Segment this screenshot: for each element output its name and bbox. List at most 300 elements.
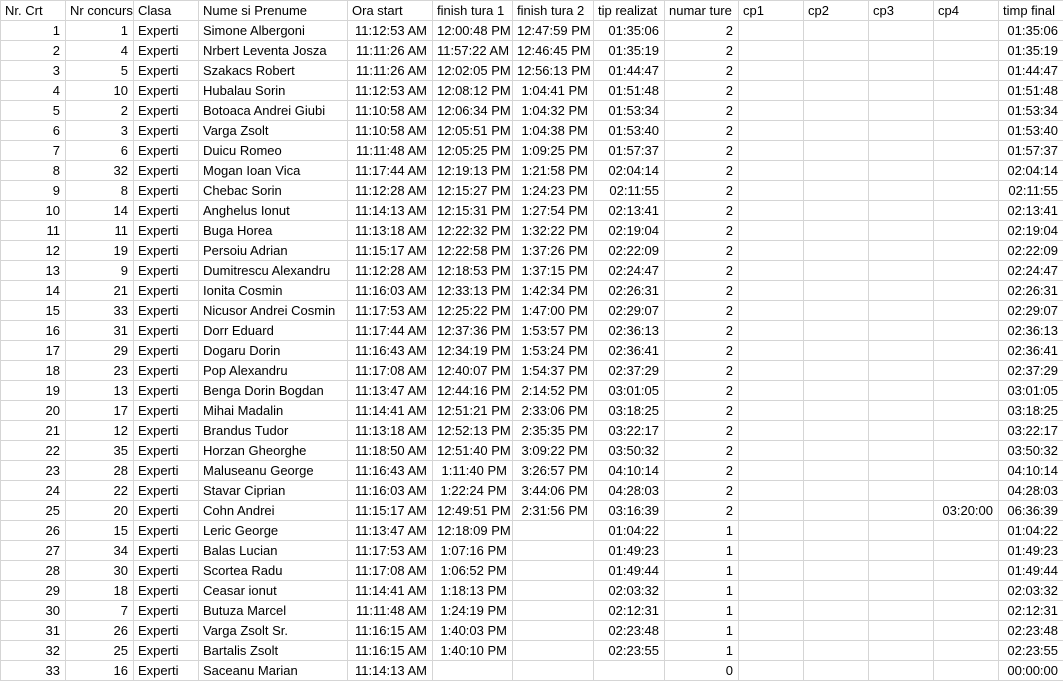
cell-nume-si-prenume[interactable]: Varga Zsolt [199, 121, 348, 141]
cell-cp2[interactable] [804, 361, 869, 381]
cell-nume-si-prenume[interactable]: Chebac Sorin [199, 181, 348, 201]
cell-nr-crt[interactable]: 6 [1, 121, 66, 141]
cell-ora-start[interactable]: 11:14:41 AM [348, 581, 433, 601]
cell-nr-concurs[interactable]: 13 [66, 381, 134, 401]
cell-nume-si-prenume[interactable]: Hubalau Sorin [199, 81, 348, 101]
cell-cp4[interactable] [934, 661, 999, 681]
cell-clasa[interactable]: Experti [134, 481, 199, 501]
cell-nume-si-prenume[interactable]: Ionita Cosmin [199, 281, 348, 301]
cell-clasa[interactable]: Experti [134, 61, 199, 81]
cell-finish-tura-1[interactable]: 1:22:24 PM [433, 481, 513, 501]
cell-nume-si-prenume[interactable]: Dorr Eduard [199, 321, 348, 341]
cell-cp3[interactable] [869, 61, 934, 81]
cell-timp-final[interactable]: 02:19:04 [999, 221, 1063, 241]
cell-numar-ture[interactable]: 2 [665, 401, 739, 421]
cell-cp4[interactable] [934, 201, 999, 221]
cell-clasa[interactable]: Experti [134, 181, 199, 201]
cell-timp-final[interactable]: 02:03:32 [999, 581, 1063, 601]
cell-cp1[interactable] [739, 301, 804, 321]
cell-clasa[interactable]: Experti [134, 421, 199, 441]
cell-cp4[interactable] [934, 181, 999, 201]
cell-nume-si-prenume[interactable]: Varga Zsolt Sr. [199, 621, 348, 641]
cell-cp4[interactable] [934, 441, 999, 461]
cell-cp2[interactable] [804, 81, 869, 101]
cell-cp2[interactable] [804, 421, 869, 441]
cell-nr-crt[interactable]: 14 [1, 281, 66, 301]
cell-timp-final[interactable]: 02:36:13 [999, 321, 1063, 341]
cell-nume-si-prenume[interactable]: Mogan Ioan Vica [199, 161, 348, 181]
cell-clasa[interactable]: Experti [134, 161, 199, 181]
cell-cp3[interactable] [869, 161, 934, 181]
cell-cp2[interactable] [804, 161, 869, 181]
cell-ora-start[interactable]: 11:12:53 AM [348, 21, 433, 41]
cell-finish-tura-2[interactable]: 1:09:25 PM [513, 141, 594, 161]
cell-numar-ture[interactable]: 1 [665, 601, 739, 621]
cell-cp2[interactable] [804, 481, 869, 501]
cell-finish-tura-1[interactable]: 12:52:13 PM [433, 421, 513, 441]
cell-cp3[interactable] [869, 601, 934, 621]
cell-timp-final[interactable]: 03:22:17 [999, 421, 1063, 441]
cell-nr-concurs[interactable]: 28 [66, 461, 134, 481]
cell-ora-start[interactable]: 11:16:03 AM [348, 281, 433, 301]
cell-clasa[interactable]: Experti [134, 81, 199, 101]
cell-ora-start[interactable]: 11:16:15 AM [348, 641, 433, 661]
cell-clasa[interactable]: Experti [134, 441, 199, 461]
cell-cp4[interactable] [934, 41, 999, 61]
cell-nr-concurs[interactable]: 33 [66, 301, 134, 321]
cell-cp1[interactable] [739, 141, 804, 161]
cell-cp4[interactable] [934, 621, 999, 641]
cell-nr-crt[interactable]: 33 [1, 661, 66, 681]
cell-finish-tura-1[interactable]: 12:25:22 PM [433, 301, 513, 321]
cell-finish-tura-1[interactable]: 12:22:58 PM [433, 241, 513, 261]
cell-clasa[interactable]: Experti [134, 501, 199, 521]
cell-cp3[interactable] [869, 581, 934, 601]
cell-numar-ture[interactable]: 2 [665, 41, 739, 61]
cell-cp4[interactable] [934, 161, 999, 181]
cell-numar-ture[interactable]: 2 [665, 101, 739, 121]
cell-cp2[interactable] [804, 521, 869, 541]
cell-finish-tura-1[interactable]: 12:40:07 PM [433, 361, 513, 381]
cell-nume-si-prenume[interactable]: Saceanu Marian [199, 661, 348, 681]
cell-cp1[interactable] [739, 61, 804, 81]
cell-nr-crt[interactable]: 30 [1, 601, 66, 621]
cell-finish-tura-1[interactable]: 1:40:03 PM [433, 621, 513, 641]
cell-numar-ture[interactable]: 2 [665, 161, 739, 181]
cell-timp-final[interactable]: 01:49:44 [999, 561, 1063, 581]
cell-numar-ture[interactable]: 1 [665, 561, 739, 581]
cell-numar-ture[interactable]: 2 [665, 281, 739, 301]
cell-nr-concurs[interactable]: 1 [66, 21, 134, 41]
column-header-nr-concurs[interactable]: Nr concurs [66, 1, 134, 21]
cell-numar-ture[interactable]: 2 [665, 61, 739, 81]
cell-nr-concurs[interactable]: 29 [66, 341, 134, 361]
cell-numar-ture[interactable]: 2 [665, 121, 739, 141]
cell-nr-concurs[interactable]: 5 [66, 61, 134, 81]
cell-finish-tura-2[interactable]: 1:04:32 PM [513, 101, 594, 121]
cell-finish-tura-2[interactable] [513, 581, 594, 601]
cell-nr-concurs[interactable]: 30 [66, 561, 134, 581]
cell-numar-ture[interactable]: 2 [665, 261, 739, 281]
cell-cp4[interactable] [934, 81, 999, 101]
cell-ora-start[interactable]: 11:11:26 AM [348, 41, 433, 61]
cell-nr-crt[interactable]: 1 [1, 21, 66, 41]
cell-clasa[interactable]: Experti [134, 381, 199, 401]
cell-clasa[interactable]: Experti [134, 201, 199, 221]
column-header-cp3[interactable]: cp3 [869, 1, 934, 21]
cell-finish-tura-1[interactable]: 12:37:36 PM [433, 321, 513, 341]
cell-nume-si-prenume[interactable]: Brandus Tudor [199, 421, 348, 441]
cell-numar-ture[interactable]: 1 [665, 581, 739, 601]
cell-clasa[interactable]: Experti [134, 341, 199, 361]
cell-ora-start[interactable]: 11:12:28 AM [348, 261, 433, 281]
cell-finish-tura-2[interactable] [513, 621, 594, 641]
cell-finish-tura-2[interactable]: 1:37:26 PM [513, 241, 594, 261]
cell-cp4[interactable] [934, 581, 999, 601]
cell-nr-concurs[interactable]: 11 [66, 221, 134, 241]
cell-finish-tura-1[interactable]: 12:51:21 PM [433, 401, 513, 421]
cell-finish-tura-1[interactable]: 12:51:40 PM [433, 441, 513, 461]
cell-tip-realizat[interactable]: 02:26:31 [594, 281, 665, 301]
cell-nume-si-prenume[interactable]: Dumitrescu Alexandru [199, 261, 348, 281]
cell-clasa[interactable]: Experti [134, 361, 199, 381]
cell-nume-si-prenume[interactable]: Anghelus Ionut [199, 201, 348, 221]
cell-nume-si-prenume[interactable]: Mihai Madalin [199, 401, 348, 421]
cell-cp4[interactable] [934, 261, 999, 281]
cell-cp1[interactable] [739, 261, 804, 281]
cell-tip-realizat[interactable]: 02:29:07 [594, 301, 665, 321]
cell-finish-tura-1[interactable]: 11:57:22 AM [433, 41, 513, 61]
cell-finish-tura-2[interactable]: 1:24:23 PM [513, 181, 594, 201]
cell-nr-crt[interactable]: 25 [1, 501, 66, 521]
cell-timp-final[interactable]: 02:13:41 [999, 201, 1063, 221]
cell-cp4[interactable] [934, 461, 999, 481]
column-header-ora-start[interactable]: Ora start [348, 1, 433, 21]
cell-clasa[interactable]: Experti [134, 281, 199, 301]
cell-tip-realizat[interactable]: 01:35:19 [594, 41, 665, 61]
cell-cp2[interactable] [804, 381, 869, 401]
cell-ora-start[interactable]: 11:17:44 AM [348, 321, 433, 341]
column-header-cp2[interactable]: cp2 [804, 1, 869, 21]
cell-numar-ture[interactable]: 2 [665, 461, 739, 481]
cell-nr-concurs[interactable]: 10 [66, 81, 134, 101]
column-header-cp1[interactable]: cp1 [739, 1, 804, 21]
cell-cp1[interactable] [739, 121, 804, 141]
cell-cp2[interactable] [804, 121, 869, 141]
cell-nr-crt[interactable]: 29 [1, 581, 66, 601]
cell-numar-ture[interactable]: 1 [665, 621, 739, 641]
cell-finish-tura-2[interactable] [513, 541, 594, 561]
cell-clasa[interactable]: Experti [134, 521, 199, 541]
cell-cp4[interactable] [934, 301, 999, 321]
cell-nume-si-prenume[interactable]: Botoaca Andrei Giubi [199, 101, 348, 121]
cell-tip-realizat[interactable]: 02:36:13 [594, 321, 665, 341]
cell-cp4[interactable] [934, 521, 999, 541]
cell-finish-tura-2[interactable]: 12:56:13 PM [513, 61, 594, 81]
cell-clasa[interactable]: Experti [134, 661, 199, 681]
cell-nr-concurs[interactable]: 15 [66, 521, 134, 541]
cell-cp4[interactable] [934, 601, 999, 621]
cell-finish-tura-1[interactable] [433, 661, 513, 681]
cell-nr-crt[interactable]: 18 [1, 361, 66, 381]
cell-numar-ture[interactable]: 2 [665, 301, 739, 321]
cell-finish-tura-1[interactable]: 12:05:51 PM [433, 121, 513, 141]
cell-nr-crt[interactable]: 7 [1, 141, 66, 161]
cell-cp3[interactable] [869, 541, 934, 561]
cell-cp1[interactable] [739, 601, 804, 621]
cell-finish-tura-1[interactable]: 1:24:19 PM [433, 601, 513, 621]
cell-cp3[interactable] [869, 441, 934, 461]
cell-ora-start[interactable]: 11:17:53 AM [348, 541, 433, 561]
cell-nr-crt[interactable]: 17 [1, 341, 66, 361]
cell-nr-concurs[interactable]: 35 [66, 441, 134, 461]
cell-finish-tura-2[interactable] [513, 561, 594, 581]
cell-nume-si-prenume[interactable]: Maluseanu George [199, 461, 348, 481]
cell-timp-final[interactable]: 02:22:09 [999, 241, 1063, 261]
cell-nume-si-prenume[interactable]: Cohn Andrei [199, 501, 348, 521]
cell-cp1[interactable] [739, 461, 804, 481]
cell-cp4[interactable] [934, 381, 999, 401]
cell-nr-crt[interactable]: 2 [1, 41, 66, 61]
cell-timp-final[interactable]: 03:01:05 [999, 381, 1063, 401]
cell-cp3[interactable] [869, 641, 934, 661]
cell-nume-si-prenume[interactable]: Benga Dorin Bogdan [199, 381, 348, 401]
cell-timp-final[interactable]: 03:50:32 [999, 441, 1063, 461]
cell-cp2[interactable] [804, 601, 869, 621]
cell-ora-start[interactable]: 11:14:13 AM [348, 661, 433, 681]
cell-clasa[interactable]: Experti [134, 541, 199, 561]
cell-tip-realizat[interactable]: 02:12:31 [594, 601, 665, 621]
cell-ora-start[interactable]: 11:11:48 AM [348, 141, 433, 161]
cell-numar-ture[interactable]: 2 [665, 481, 739, 501]
cell-cp1[interactable] [739, 241, 804, 261]
cell-tip-realizat[interactable]: 02:23:55 [594, 641, 665, 661]
cell-tip-realizat[interactable]: 03:01:05 [594, 381, 665, 401]
cell-finish-tura-2[interactable]: 1:21:58 PM [513, 161, 594, 181]
cell-finish-tura-1[interactable]: 12:15:31 PM [433, 201, 513, 221]
cell-timp-final[interactable]: 01:04:22 [999, 521, 1063, 541]
cell-tip-realizat[interactable] [594, 661, 665, 681]
cell-ora-start[interactable]: 11:16:15 AM [348, 621, 433, 641]
cell-finish-tura-1[interactable]: 12:49:51 PM [433, 501, 513, 521]
cell-clasa[interactable]: Experti [134, 101, 199, 121]
cell-timp-final[interactable]: 02:12:31 [999, 601, 1063, 621]
cell-cp2[interactable] [804, 61, 869, 81]
cell-ora-start[interactable]: 11:18:50 AM [348, 441, 433, 461]
cell-cp1[interactable] [739, 481, 804, 501]
cell-nume-si-prenume[interactable]: Ceasar ionut [199, 581, 348, 601]
cell-finish-tura-1[interactable]: 12:15:27 PM [433, 181, 513, 201]
cell-finish-tura-2[interactable]: 3:26:57 PM [513, 461, 594, 481]
cell-cp1[interactable] [739, 541, 804, 561]
cell-ora-start[interactable]: 11:16:03 AM [348, 481, 433, 501]
cell-cp1[interactable] [739, 641, 804, 661]
cell-cp3[interactable] [869, 561, 934, 581]
cell-tip-realizat[interactable]: 01:35:06 [594, 21, 665, 41]
cell-tip-realizat[interactable]: 01:49:44 [594, 561, 665, 581]
cell-finish-tura-1[interactable]: 1:18:13 PM [433, 581, 513, 601]
cell-nr-concurs[interactable]: 3 [66, 121, 134, 141]
cell-cp3[interactable] [869, 181, 934, 201]
cell-ora-start[interactable]: 11:16:43 AM [348, 341, 433, 361]
cell-cp2[interactable] [804, 441, 869, 461]
cell-nume-si-prenume[interactable]: Szakacs Robert [199, 61, 348, 81]
cell-finish-tura-2[interactable]: 1:32:22 PM [513, 221, 594, 241]
cell-cp3[interactable] [869, 401, 934, 421]
cell-finish-tura-2[interactable] [513, 601, 594, 621]
cell-cp1[interactable] [739, 661, 804, 681]
cell-nr-concurs[interactable]: 6 [66, 141, 134, 161]
cell-timp-final[interactable]: 01:53:40 [999, 121, 1063, 141]
cell-cp1[interactable] [739, 181, 804, 201]
cell-nr-concurs[interactable]: 32 [66, 161, 134, 181]
cell-ora-start[interactable]: 11:12:53 AM [348, 81, 433, 101]
cell-cp3[interactable] [869, 281, 934, 301]
cell-nume-si-prenume[interactable]: Duicu Romeo [199, 141, 348, 161]
cell-timp-final[interactable]: 01:53:34 [999, 101, 1063, 121]
cell-numar-ture[interactable]: 2 [665, 241, 739, 261]
cell-nume-si-prenume[interactable]: Buga Horea [199, 221, 348, 241]
cell-cp4[interactable] [934, 421, 999, 441]
cell-finish-tura-2[interactable] [513, 521, 594, 541]
cell-timp-final[interactable]: 01:49:23 [999, 541, 1063, 561]
column-header-finish-tura-2[interactable]: finish tura 2 [513, 1, 594, 21]
cell-cp4[interactable]: 03:20:00 [934, 501, 999, 521]
cell-nume-si-prenume[interactable]: Balas Lucian [199, 541, 348, 561]
cell-ora-start[interactable]: 11:12:28 AM [348, 181, 433, 201]
cell-ora-start[interactable]: 11:11:26 AM [348, 61, 433, 81]
cell-numar-ture[interactable]: 2 [665, 221, 739, 241]
cell-clasa[interactable]: Experti [134, 301, 199, 321]
cell-timp-final[interactable]: 02:04:14 [999, 161, 1063, 181]
column-header-nume-si-prenume[interactable]: Nume si Prenume [199, 1, 348, 21]
cell-tip-realizat[interactable]: 01:57:37 [594, 141, 665, 161]
cell-tip-realizat[interactable]: 02:23:48 [594, 621, 665, 641]
cell-nr-concurs[interactable]: 18 [66, 581, 134, 601]
cell-cp1[interactable] [739, 381, 804, 401]
cell-tip-realizat[interactable]: 02:19:04 [594, 221, 665, 241]
cell-numar-ture[interactable]: 2 [665, 421, 739, 441]
cell-nume-si-prenume[interactable]: Stavar Ciprian [199, 481, 348, 501]
cell-finish-tura-1[interactable]: 12:05:25 PM [433, 141, 513, 161]
cell-clasa[interactable]: Experti [134, 261, 199, 281]
cell-finish-tura-2[interactable]: 1:04:38 PM [513, 121, 594, 141]
cell-nr-concurs[interactable]: 31 [66, 321, 134, 341]
cell-tip-realizat[interactable]: 03:18:25 [594, 401, 665, 421]
cell-numar-ture[interactable]: 2 [665, 381, 739, 401]
cell-finish-tura-2[interactable]: 12:46:45 PM [513, 41, 594, 61]
cell-nr-concurs[interactable]: 9 [66, 261, 134, 281]
cell-tip-realizat[interactable]: 02:36:41 [594, 341, 665, 361]
cell-cp3[interactable] [869, 341, 934, 361]
cell-finish-tura-2[interactable]: 1:47:00 PM [513, 301, 594, 321]
cell-nr-crt[interactable]: 27 [1, 541, 66, 561]
cell-cp4[interactable] [934, 341, 999, 361]
cell-cp1[interactable] [739, 81, 804, 101]
cell-finish-tura-1[interactable]: 12:08:12 PM [433, 81, 513, 101]
cell-cp2[interactable] [804, 301, 869, 321]
cell-cp3[interactable] [869, 621, 934, 641]
cell-finish-tura-2[interactable]: 1:54:37 PM [513, 361, 594, 381]
cell-finish-tura-1[interactable]: 12:18:53 PM [433, 261, 513, 281]
cell-cp2[interactable] [804, 401, 869, 421]
cell-cp1[interactable] [739, 281, 804, 301]
cell-nr-crt[interactable]: 21 [1, 421, 66, 441]
cell-numar-ture[interactable]: 1 [665, 541, 739, 561]
cell-nr-concurs[interactable]: 16 [66, 661, 134, 681]
cell-finish-tura-2[interactable]: 1:37:15 PM [513, 261, 594, 281]
cell-nr-crt[interactable]: 8 [1, 161, 66, 181]
cell-finish-tura-1[interactable]: 12:33:13 PM [433, 281, 513, 301]
cell-cp2[interactable] [804, 261, 869, 281]
cell-finish-tura-2[interactable]: 3:09:22 PM [513, 441, 594, 461]
cell-nr-crt[interactable]: 24 [1, 481, 66, 501]
cell-cp4[interactable] [934, 121, 999, 141]
cell-ora-start[interactable]: 11:17:44 AM [348, 161, 433, 181]
cell-clasa[interactable]: Experti [134, 241, 199, 261]
cell-finish-tura-2[interactable]: 3:44:06 PM [513, 481, 594, 501]
cell-tip-realizat[interactable]: 01:53:34 [594, 101, 665, 121]
cell-finish-tura-2[interactable]: 1:53:24 PM [513, 341, 594, 361]
cell-ora-start[interactable]: 11:17:08 AM [348, 361, 433, 381]
cell-cp4[interactable] [934, 61, 999, 81]
cell-cp1[interactable] [739, 621, 804, 641]
cell-cp1[interactable] [739, 41, 804, 61]
cell-cp3[interactable] [869, 301, 934, 321]
cell-numar-ture[interactable]: 2 [665, 441, 739, 461]
cell-timp-final[interactable]: 02:24:47 [999, 261, 1063, 281]
cell-ora-start[interactable]: 11:16:43 AM [348, 461, 433, 481]
cell-nume-si-prenume[interactable]: Butuza Marcel [199, 601, 348, 621]
cell-finish-tura-2[interactable] [513, 661, 594, 681]
cell-cp1[interactable] [739, 201, 804, 221]
cell-clasa[interactable]: Experti [134, 121, 199, 141]
cell-nr-crt[interactable]: 23 [1, 461, 66, 481]
cell-ora-start[interactable]: 11:11:48 AM [348, 601, 433, 621]
cell-cp2[interactable] [804, 461, 869, 481]
cell-finish-tura-1[interactable]: 12:02:05 PM [433, 61, 513, 81]
cell-finish-tura-1[interactable]: 12:34:19 PM [433, 341, 513, 361]
cell-timp-final[interactable]: 02:36:41 [999, 341, 1063, 361]
cell-nr-concurs[interactable]: 26 [66, 621, 134, 641]
cell-cp1[interactable] [739, 401, 804, 421]
cell-cp4[interactable] [934, 321, 999, 341]
cell-cp3[interactable] [869, 461, 934, 481]
cell-clasa[interactable]: Experti [134, 21, 199, 41]
cell-cp3[interactable] [869, 421, 934, 441]
cell-tip-realizat[interactable]: 02:37:29 [594, 361, 665, 381]
cell-tip-realizat[interactable]: 02:04:14 [594, 161, 665, 181]
cell-tip-realizat[interactable]: 02:22:09 [594, 241, 665, 261]
cell-nume-si-prenume[interactable]: Leric George [199, 521, 348, 541]
cell-nr-crt[interactable]: 28 [1, 561, 66, 581]
cell-finish-tura-2[interactable]: 2:33:06 PM [513, 401, 594, 421]
cell-ora-start[interactable]: 11:15:17 AM [348, 501, 433, 521]
cell-nr-concurs[interactable]: 20 [66, 501, 134, 521]
cell-cp3[interactable] [869, 501, 934, 521]
cell-timp-final[interactable]: 04:28:03 [999, 481, 1063, 501]
cell-nr-crt[interactable]: 15 [1, 301, 66, 321]
cell-ora-start[interactable]: 11:13:47 AM [348, 521, 433, 541]
cell-nr-concurs[interactable]: 4 [66, 41, 134, 61]
cell-cp4[interactable] [934, 281, 999, 301]
cell-cp3[interactable] [869, 21, 934, 41]
cell-cp2[interactable] [804, 621, 869, 641]
cell-cp2[interactable] [804, 201, 869, 221]
cell-cp1[interactable] [739, 421, 804, 441]
cell-finish-tura-1[interactable]: 12:18:09 PM [433, 521, 513, 541]
cell-cp1[interactable] [739, 501, 804, 521]
